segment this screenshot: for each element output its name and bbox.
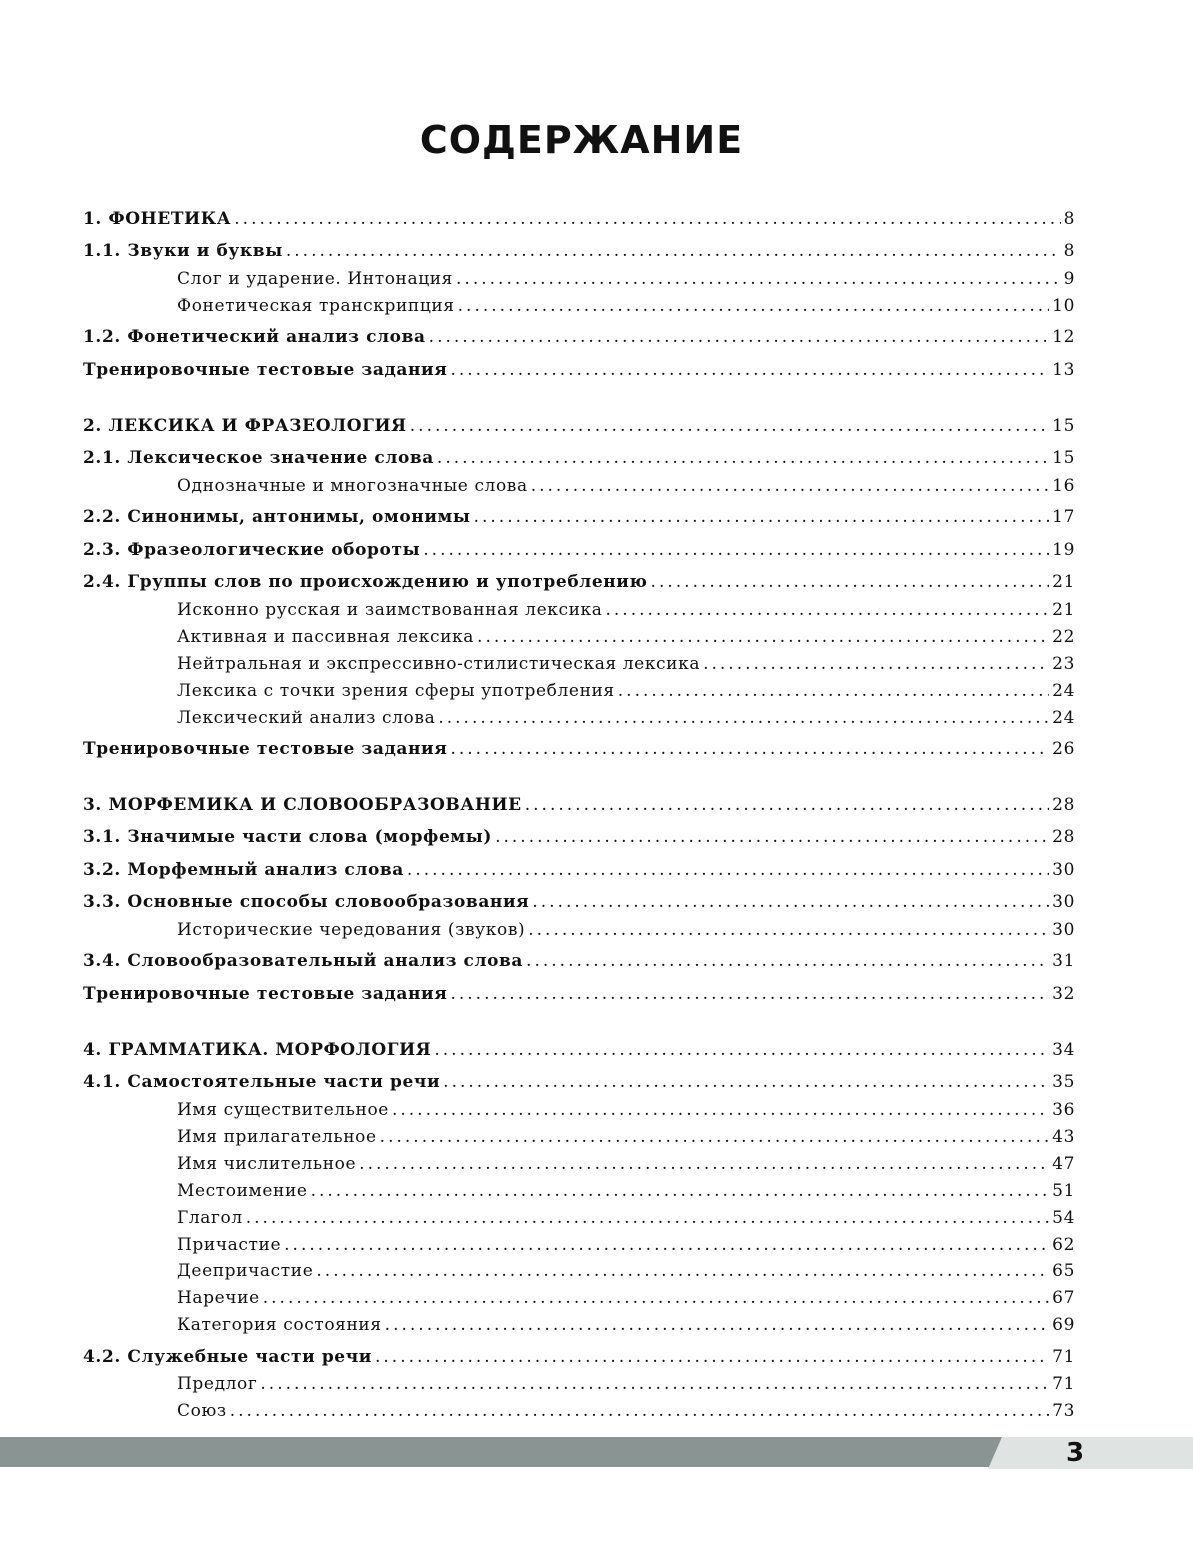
toc-entry-title: Имя существительное bbox=[177, 1100, 389, 1120]
toc-entry-page: 17 bbox=[1052, 507, 1075, 527]
dot-leader bbox=[434, 1037, 1049, 1063]
toc-entry-title: 2.4. Группы слов по происхождению и употреблению bbox=[83, 572, 648, 592]
toc-entry-page: 15 bbox=[1052, 448, 1075, 468]
toc-entry-topic[interactable] bbox=[83, 1371, 1075, 1397]
dot-leader bbox=[286, 238, 1061, 264]
toc-entry-title: Лексический анализ слова bbox=[177, 708, 436, 728]
toc-entry-title: Нейтральная и экспрессивно-стилистическая лексика bbox=[177, 654, 701, 674]
toc-entry-topic[interactable] bbox=[83, 597, 1075, 623]
toc-entry-page: 21 bbox=[1052, 600, 1075, 620]
toc-entry-page: 31 bbox=[1052, 951, 1075, 971]
toc-entry-title: Слог и ударение. Интонация bbox=[177, 269, 454, 289]
toc-entry-subsection[interactable] bbox=[83, 445, 1075, 471]
toc-entry-topic[interactable] bbox=[83, 1258, 1075, 1284]
toc-entry-page: 8 bbox=[1063, 209, 1075, 229]
dot-leader bbox=[437, 445, 1049, 471]
toc-entry-topic[interactable] bbox=[83, 1285, 1075, 1311]
toc-entry-title: Тренировочные тестовые задания bbox=[83, 360, 448, 380]
toc-entry-topic[interactable] bbox=[83, 651, 1075, 677]
toc-entry-page: 28 bbox=[1052, 795, 1075, 815]
toc-entry-topic[interactable] bbox=[83, 624, 1075, 650]
toc-entry-title: 3.4. Словообразовательный анализ слова bbox=[83, 951, 524, 971]
toc-entry-title: 3.1. Значимые части слова (морфемы) bbox=[83, 827, 493, 847]
toc-entry-title: 2.3. Фразеологические обороты bbox=[83, 540, 421, 560]
toc-entry-title: Тренировочные тестовые задания bbox=[83, 984, 448, 1004]
toc-entry-page: 36 bbox=[1052, 1100, 1075, 1120]
toc-entry-title: 2.2. Синонимы, антонимы, омонимы bbox=[83, 507, 471, 527]
toc-entry-page: 73 bbox=[1052, 1401, 1075, 1421]
toc-entry-subsection[interactable] bbox=[83, 324, 1075, 350]
dot-leader bbox=[385, 1312, 1049, 1338]
toc-entry-page: 30 bbox=[1052, 920, 1075, 940]
toc-entry-title: Тренировочные тестовые задания bbox=[83, 739, 448, 759]
toc-entry-page: 24 bbox=[1052, 708, 1075, 728]
toc-entry-exercises[interactable] bbox=[83, 981, 1075, 1007]
toc-entry-topic[interactable] bbox=[83, 473, 1075, 499]
toc-entry-exercises[interactable] bbox=[83, 736, 1075, 762]
toc-entry-subsection[interactable] bbox=[83, 569, 1075, 595]
toc-entry-title: 3. МОРФЕМИКА И СЛОВООБРАЗОВАНИЕ bbox=[83, 795, 522, 815]
toc-entry-page: 32 bbox=[1052, 984, 1075, 1004]
dot-leader bbox=[410, 413, 1049, 439]
toc-entry-page: 69 bbox=[1052, 1315, 1075, 1335]
toc-entry-title: Категория состояния bbox=[177, 1315, 382, 1335]
toc-entry-topic[interactable] bbox=[83, 917, 1075, 943]
toc-entry-subsection[interactable] bbox=[83, 948, 1075, 974]
toc-entry-subsection[interactable] bbox=[83, 889, 1075, 915]
dot-leader bbox=[311, 1178, 1050, 1204]
dot-leader bbox=[450, 981, 1049, 1007]
toc-entry-page: 28 bbox=[1052, 827, 1075, 847]
toc-entry-subsection[interactable] bbox=[83, 1069, 1075, 1095]
toc-entry-page: 71 bbox=[1052, 1347, 1075, 1367]
toc-entry-title: 2. ЛЕКСИКА И ФРАЗЕОЛОГИЯ bbox=[83, 416, 407, 436]
toc-entry-title: Однозначные и многозначные слова bbox=[177, 476, 528, 496]
toc-entry-title: Исторические чередования (звуков) bbox=[177, 920, 526, 940]
dot-leader bbox=[477, 624, 1049, 650]
toc-entry-page: 16 bbox=[1052, 476, 1075, 496]
toc-entry-section[interactable] bbox=[83, 413, 1075, 439]
toc-entry-page: 8 bbox=[1063, 241, 1075, 261]
toc-entry-subsection[interactable] bbox=[83, 824, 1075, 850]
dot-leader bbox=[443, 1069, 1049, 1095]
toc-entry-page: 10 bbox=[1052, 296, 1075, 316]
toc-entry-page: 13 bbox=[1052, 360, 1075, 380]
page-number: 3 bbox=[1065, 1438, 1085, 1468]
toc-entry-subsection[interactable] bbox=[83, 537, 1075, 563]
toc-entry-section[interactable] bbox=[83, 792, 1075, 818]
toc-entry-topic[interactable] bbox=[83, 266, 1075, 292]
toc-entry-title: Предлог bbox=[177, 1374, 258, 1394]
toc-entry-subsection[interactable] bbox=[83, 504, 1075, 530]
dot-leader bbox=[407, 857, 1049, 883]
dot-leader bbox=[359, 1151, 1049, 1177]
toc-entry-topic[interactable] bbox=[83, 1205, 1075, 1231]
toc-entry-title: 1. ФОНЕТИКА bbox=[83, 209, 232, 229]
toc-entry-title: Союз bbox=[177, 1401, 227, 1421]
toc-entry-topic[interactable] bbox=[83, 1124, 1075, 1150]
toc-entry-title: 1.1. Звуки и буквы bbox=[83, 241, 283, 261]
toc-entry-page: 34 bbox=[1052, 1040, 1075, 1060]
toc-entry-title: Фонетическая транскрипция bbox=[177, 296, 455, 316]
toc-entry-page: 19 bbox=[1052, 540, 1075, 560]
toc-entry-subsection[interactable] bbox=[83, 1344, 1075, 1370]
dot-leader bbox=[703, 651, 1049, 677]
toc-entry-title: 4.2. Служебные части речи bbox=[83, 1347, 372, 1367]
dot-leader bbox=[375, 1344, 1049, 1370]
toc-entry-subsection[interactable] bbox=[83, 238, 1075, 264]
toc-entry-title: Причастие bbox=[177, 1235, 282, 1255]
toc-entry-page: 47 bbox=[1052, 1154, 1075, 1174]
toc-entry-page: 54 bbox=[1052, 1208, 1075, 1228]
toc-entry-topic[interactable] bbox=[83, 1312, 1075, 1338]
toc-entry-topic[interactable] bbox=[83, 1097, 1075, 1123]
toc-entry-title: 2.1. Лексическое значение слова bbox=[83, 448, 434, 468]
dot-leader bbox=[438, 705, 1049, 731]
dot-leader bbox=[605, 597, 1049, 623]
dot-leader bbox=[234, 206, 1060, 232]
dot-leader bbox=[450, 736, 1049, 762]
dot-leader bbox=[458, 293, 1050, 319]
toc-entry-topic[interactable] bbox=[83, 1398, 1075, 1424]
toc-entry-page: 65 bbox=[1052, 1261, 1075, 1281]
dot-leader bbox=[651, 569, 1050, 595]
toc-entry-page: 35 bbox=[1052, 1072, 1075, 1092]
toc-entry-section[interactable] bbox=[83, 206, 1075, 232]
toc-entry-topic[interactable] bbox=[83, 1151, 1075, 1177]
toc-entry-title: 4. ГРАММАТИКА. МОРФОЛОГИЯ bbox=[83, 1040, 432, 1060]
dot-leader bbox=[495, 824, 1049, 850]
toc-entry-page: 43 bbox=[1052, 1127, 1075, 1147]
toc-entry-title: 1.2. Фонетический анализ слова bbox=[83, 327, 426, 347]
toc-entry-title: Исконно русская и заимствованная лексика bbox=[177, 600, 603, 620]
dot-leader bbox=[450, 357, 1049, 383]
toc-entry-title: Местоимение bbox=[177, 1181, 308, 1201]
toc-entry-page: 9 bbox=[1063, 269, 1075, 289]
toc-entry-topic[interactable] bbox=[83, 1178, 1075, 1204]
toc-entry-page: 21 bbox=[1052, 572, 1075, 592]
toc-entry-title: Активная и пассивная лексика bbox=[177, 627, 475, 647]
toc-entry-page: 67 bbox=[1052, 1288, 1075, 1308]
dot-leader bbox=[246, 1205, 1049, 1231]
dot-leader bbox=[230, 1398, 1049, 1424]
dot-leader bbox=[456, 266, 1061, 292]
toc-entry-page: 71 bbox=[1052, 1374, 1075, 1394]
toc-entry-topic[interactable] bbox=[83, 293, 1075, 319]
toc-entry-exercises[interactable] bbox=[83, 357, 1075, 383]
toc-entry-title: Лексика с точки зрения сферы употребления bbox=[177, 681, 615, 701]
dot-leader bbox=[526, 948, 1049, 974]
toc-entry-title: Наречие bbox=[177, 1288, 260, 1308]
toc-entry-title: Имя числительное bbox=[177, 1154, 357, 1174]
toc-entry-page: 30 bbox=[1052, 892, 1075, 912]
toc-entry-subsection[interactable] bbox=[83, 857, 1075, 883]
toc-entry-section[interactable] bbox=[83, 1037, 1075, 1063]
toc-entry-page: 24 bbox=[1052, 681, 1075, 701]
toc-entry-title: 3.3. Основные способы словообразования bbox=[83, 892, 530, 912]
dot-leader bbox=[263, 1285, 1049, 1311]
dot-leader bbox=[260, 1371, 1049, 1397]
toc-entry-page: 62 bbox=[1052, 1235, 1075, 1255]
toc-entry-topic[interactable] bbox=[83, 705, 1075, 731]
page-title: СОДЕРЖАНИЕ bbox=[419, 118, 744, 162]
dot-leader bbox=[525, 792, 1049, 818]
dot-leader bbox=[531, 473, 1049, 499]
dot-leader bbox=[423, 537, 1049, 563]
dot-leader bbox=[380, 1124, 1050, 1150]
dot-leader bbox=[284, 1232, 1049, 1258]
toc-entry-title: 3.2. Морфемный анализ слова bbox=[83, 860, 404, 880]
toc-entry-title: 4.1. Самостоятельные части речи bbox=[83, 1072, 441, 1092]
toc-entry-page: 23 bbox=[1052, 654, 1075, 674]
dot-leader bbox=[316, 1258, 1049, 1284]
dot-leader bbox=[528, 917, 1049, 943]
toc-entry-page: 30 bbox=[1052, 860, 1075, 880]
dot-leader bbox=[429, 324, 1050, 350]
toc-entry-page: 51 bbox=[1052, 1181, 1075, 1201]
dot-leader bbox=[532, 889, 1049, 915]
dot-leader bbox=[618, 678, 1049, 704]
dot-leader bbox=[392, 1097, 1049, 1123]
toc-entry-title: Деепричастие bbox=[177, 1261, 314, 1281]
toc-entry-title: Глагол bbox=[177, 1208, 243, 1228]
toc-entry-page: 15 bbox=[1052, 416, 1075, 436]
toc-entry-topic[interactable] bbox=[83, 1232, 1075, 1258]
toc-entry-page: 26 bbox=[1052, 739, 1075, 759]
toc-entry-page: 12 bbox=[1052, 327, 1075, 347]
toc-entry-topic[interactable] bbox=[83, 678, 1075, 704]
dot-leader bbox=[474, 504, 1050, 530]
toc-entry-title: Имя прилагательное bbox=[177, 1127, 377, 1147]
toc-entry-page: 22 bbox=[1052, 627, 1075, 647]
